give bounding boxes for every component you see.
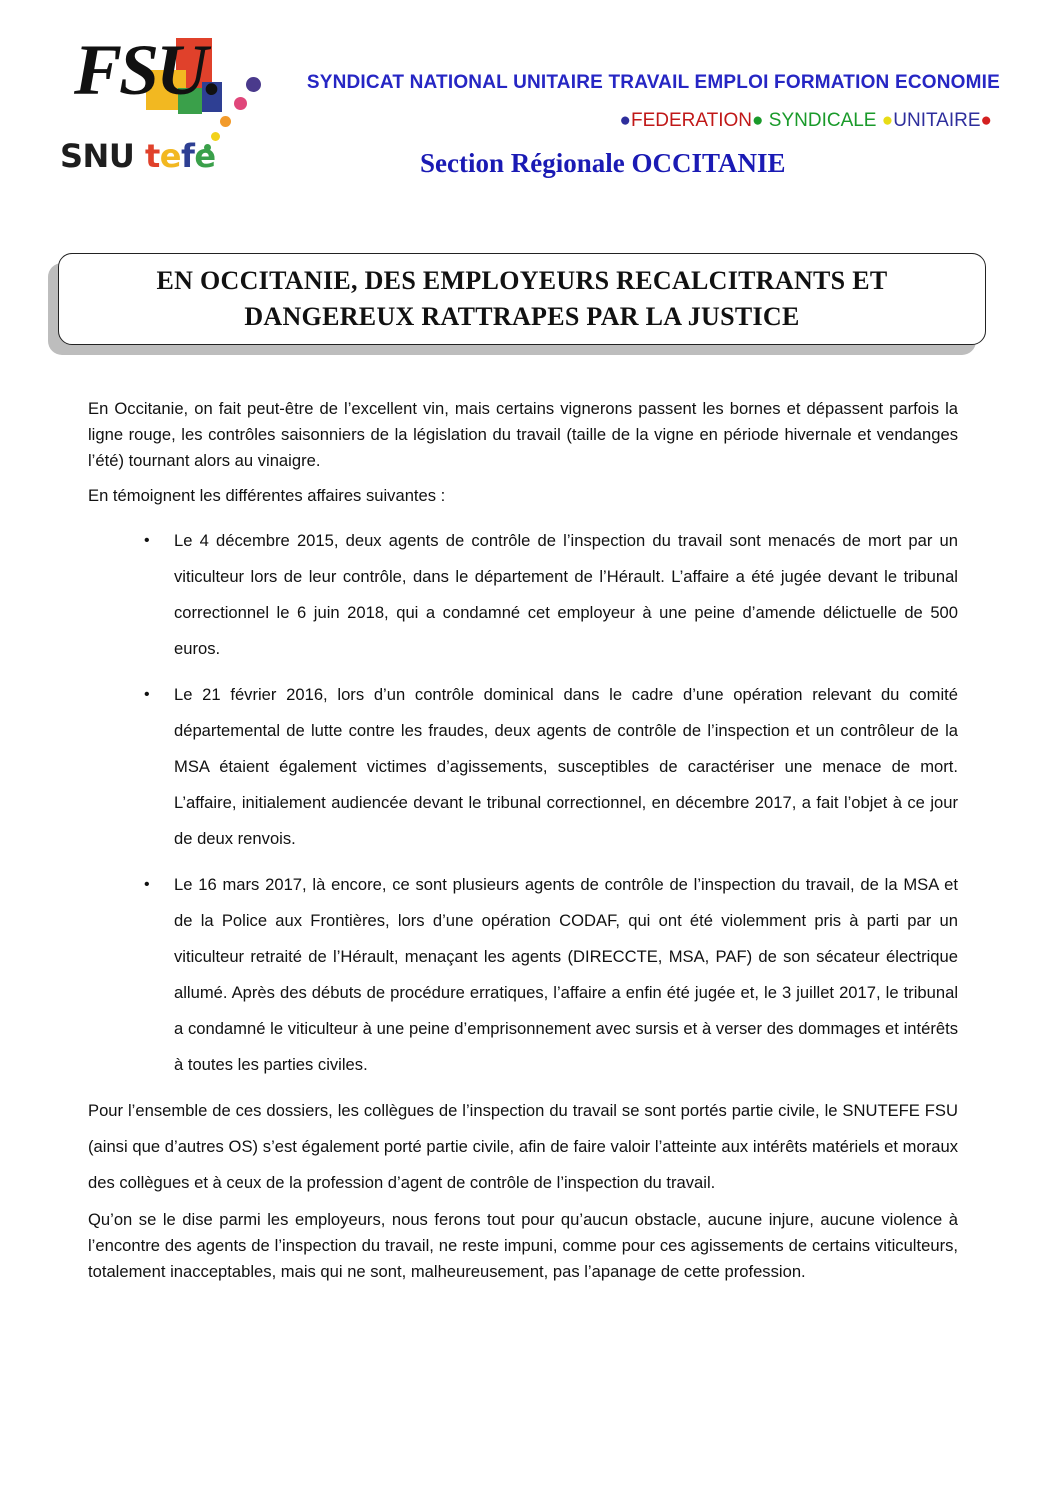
bullet-dot-green: ● [752, 110, 764, 131]
logo-dot-orange [220, 116, 231, 127]
bullet-icon: • [144, 532, 150, 549]
bullet-dot-red: ● [980, 110, 992, 131]
logo-dot-pink [234, 97, 247, 110]
tefe-letter-t: t [144, 137, 160, 175]
section-title: Section Régionale OCCITANIE [420, 148, 786, 178]
tefe-letter-f: f [180, 137, 195, 175]
title-line-1: EN OCCITANIE, DES EMPLOYEURS RECALCITRANTS ET [156, 266, 888, 295]
conclusion-paragraph: Qu’on se le dise parmi les employeurs, nous ferons tout pour qu’aucun obstacle, aucune injure, aucune violence à l’encontre des agents de l’inspection du travail, ne reste impuni, comme pour ces agissements de certains viticulteurs, totalement inacceptables, mais qui ne sont, malheureusement, pas l’apanage de cette profession. [88, 1210, 958, 1281]
list-item [144, 867, 958, 1083]
dossiers-paragraph: Pour l’ensemble de ces dossiers, les collègues de l’inspection du travail se sont portés partie civile, le SNUTEFE FSU (ainsi que d’autres OS) s’est également porté partie civile, afin de faire valoir l’atteinte aux intérêts matériels et moraux des collègues et à ceux de la profession d’agent de contrôle de l’inspection du travail. [88, 1101, 958, 1192]
list-item-text: Le 16 mars 2017, là encore, ce sont plusieurs agents de contrôle de l’inspection du travail, de la MSA et de la Police aux Frontières, lors d’une opération CODAF, qui ont été violemment pris à parti par un viticulteur retraité de l’Hérault, menaçant les agents (DIRECCTE, MSA, PAF) de son sécateur électrique allumé. Après des débuts de procédure erratiques, l’affaire a enfin été jugée et, le 3 juillet 2017, le tribunal a condamné le viticulteur à une peine d’emprisonnement avec sursis et à verser des dommages et intérêts à toutes les parties civiles. [174, 875, 958, 1074]
tagline-syndicale: SYNDICALE [768, 110, 877, 131]
title-line-2: DANGEREUX RATTRAPES PAR LA JUSTICE [244, 302, 800, 331]
bullet-dot-yellow: ● [881, 110, 894, 131]
org-name: SYNDICAT NATIONAL UNITAIRE TRAVAIL EMPLOI FORMATION ECONOMIE [306, 72, 1000, 93]
list-item [144, 523, 958, 667]
tefe-letter-e2: e [194, 137, 216, 175]
tefe-letter-e: e [159, 137, 181, 175]
fsu-tagline [619, 110, 992, 132]
bullet-icon: • [144, 686, 150, 703]
title-box [58, 253, 986, 345]
snutefe-wordmark [60, 137, 216, 175]
tagline-federation: FEDERATION [630, 110, 753, 131]
list-item-text: Le 21 février 2016, lors d’un contrôle dominical dans le cadre d’une opération relevant du comité départemental de lutte contre les fraudes, deux agents de contrôle de l’inspection et un contrôleur de la MSA étaient également victimes d’agissements, susceptibles de caractériser une menace de mort. L’affaire, initialement audiencée devant le tribunal correctionnel, en décembre 2017, a fait l’objet à ce jour de deux renvois. [174, 685, 958, 848]
intro-paragraph: En Occitanie, on fait peut-être de l’excellent vin, mais certains vignerons passent les bornes et dépassent parfois la ligne rouge, les contrôles saisonniers de la législation du travail (taille de la vigne en période hivernale et vendanges l’été) tournant alors au vinaigre. [88, 399, 958, 470]
tagline-unitaire: UNITAIRE [893, 110, 981, 131]
case-list [88, 523, 958, 1083]
lead-paragraph: En témoignent les différentes affaires suivantes : [88, 486, 446, 505]
snu-text: SNU [60, 137, 145, 175]
list-item [144, 677, 958, 857]
snutefe-logo [58, 30, 278, 185]
bullet-dot-blue: ● [619, 110, 631, 131]
logo-dot-purple [246, 77, 261, 92]
fsu-brand: FSU. [74, 30, 221, 110]
document-body [88, 396, 958, 1293]
document-title [156, 263, 887, 335]
bullet-icon: • [144, 876, 150, 893]
list-item-text: Le 4 décembre 2015, deux agents de contrôle de l’inspection du travail sont menacés de mort par un viticulteur lors de leur contrôle, dans le département de l’Hérault. L’affaire a été jugée devant le tribunal correctionnel le 6 juin 2018, qui a condamné cet employeur à une peine d’amende délictuelle de 500 euros. [174, 531, 958, 658]
